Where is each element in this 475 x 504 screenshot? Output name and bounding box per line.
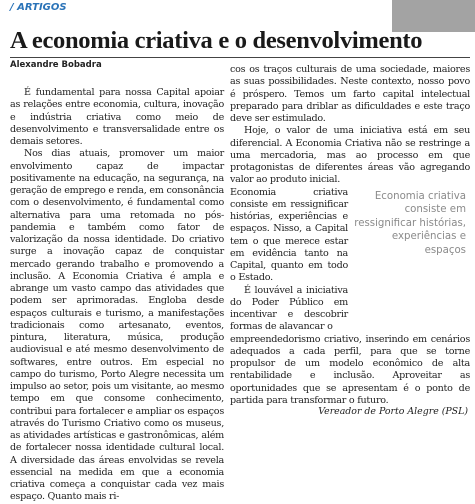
author-name: Alexandre Bobadra bbox=[10, 60, 102, 70]
paragraph: É fundamental para nossa Capital apoiar as relações entre economia, cultura, inovação e indústria criativa como meio de desenvolvimento e transversalidade entre os demais setores. bbox=[10, 87, 224, 147]
paragraph: Nos dias atuais, promover um maior envolvimento capaz de impactar positivamente na educação, na segurança, na geração de emprego e renda, em consonância com o desenvolvimento, é fundamental como alternativa para uma retomada no pós-pandemia e também como fator de valorização da nossa identidade. Do criativo surge a inovação capaz de conquistar mercado gerando trabalho e promovendo a inclusão. A Economia Criativa é ampla e abrange um vasto campo das atividades que podem ser aprimoradas. Engloba desde espaços culturais e turismo, a manifestações tradicionais como artesanato, eventos, pintura, literatura, música, produção audiovisual e até mesmo desenvolvimento de softwares, entre outros. Em especial no campo do turismo, Porto Alegre necessita um impulso ao setor, pois um visitante, ao mesmo tempo em que consome conhecimento, contribui para fortalecer e ampliar os espaços através do Turismo Criativo como os museus, as atividades artísticas e gastronômicas, além de fortalecer nossa identidade cultural local. A diversidade das áreas envolvidas se revela essencial na medida em que a economia criativa começa a conquistar cada vez mais espaço. Quanto mais ri- bbox=[10, 148, 224, 503]
paragraph: empreendedorismo criativo, inserindo em cenários adequados a cada perfil, para que se torne propulsor de um modelo econômico de alta rentabilidade e inclusão. Aproveitar as oportunidades que se apresentam é o ponto de partida para transformar o futuro. bbox=[230, 333, 470, 406]
paragraph: cos os traços culturais de uma sociedade, maiores as suas possibilidades. Neste contexto, nosso povo é próspero. Temos um farto capital intelectual preparado para driblar as dificuldades e este traço deve ser estimulado. bbox=[230, 64, 470, 124]
section-label: / ARTIGOS bbox=[10, 2, 67, 13]
pull-quote: Economia criativa consiste em ressignificar histórias, experiências e espaços bbox=[354, 191, 466, 256]
headline-divider bbox=[10, 57, 470, 58]
article-headline: A economia criativa e o desenvolvimento bbox=[10, 27, 423, 54]
article-column-1 bbox=[10, 87, 224, 504]
paragraph: Hoje, o valor de uma iniciativa está em seu diferencial. A Economia Criativa não se restringe a uma mercadoria, mas ao processo em que protagonistas de diferentes áreas vão agregando valor ao produto inicial. bbox=[230, 125, 470, 186]
paragraph: Economia criativa consiste em ressignificar histórias, experiências e espaços. Nisso, a Capital tem o que merece estar em evidência tanto na Capital, quanto em todo o Estado. bbox=[230, 186, 348, 284]
author-signature: Vereador de Porto Alegre (PSL) bbox=[318, 406, 468, 417]
paragraph: É louvável a iniciativa do Poder Público em incentivar e descobrir formas de alavancar o bbox=[230, 284, 348, 333]
